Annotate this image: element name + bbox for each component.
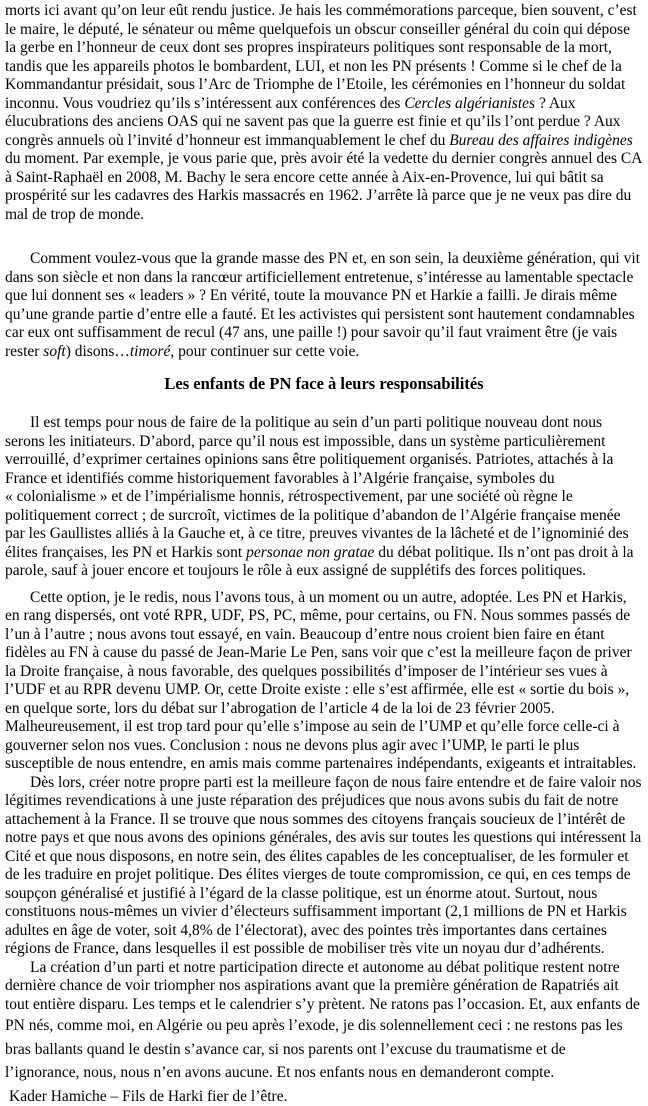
text-segment: La création d’un parti et notre participation directe et autonome au débat politique restent notre dernière chance de voir triompher nos aspirations avant que la première génération de Rapatriés ait tout entière disparu. Les temps et le calendrier s’y prètent. Ne ratons pas l’occasion. Et, aux enfants de [5, 959, 640, 1013]
paragraph-continuation [5, 2, 643, 224]
text-segment: Dès lors, créer notre propre parti est la meilleure façon de nous faire entendre et de faire valoir nos légitimes revendications à une juste réparation des préjudices que nous avons subis du fait de notre attachement à la France. Il se trouve que nous sommes des citoyens français soucieux de l’intérêt de notre pays et que nous avons des opinions générales, des avis sur toutes les questions qui intéressent la Cité et que nous disposons, en notre sein, des élites capables de les conceptualiser, de les formuler et de les traduire en projet politique. Des élites vierges de toute compromission, ce qui, en ces temps de soupçon généralisé et justifié à l’égard de la classe politique, est un énorme atout. Surtout, nous constituons nous-mêmes un vivier d’électeurs suffisamment important (2,1 millions de PN et Harkis adultes en âge de voter, soit 4,8% de l’électorat), avec des pointes très importantes dans certaines régions de France, dans lesquelles il est possible de mobiliser très vite un noyau dur d’adhérents. [5, 774, 642, 958]
text-segment: Comment voulez-vous que la grande masse des PN et, en son sein, la deuxième génération, qui vit dans son siècle et non dans la rancœur artificiellement entretenue, s’intéresse au lamentable spectacle que lui donnent ses « leaders » ? En vérité, toute la mouvance PN et Harkie a failli. Je dirais même qu’une grande partie d’entre elle a fauté. Et les activistes qui persistent sont hautement condamnables car eux ont suffisamment de recul (47 ans, une paille !) pour savoir qu’il faut vraiment être (je vais rester [5, 250, 640, 360]
paragraph-des-lors [5, 774, 643, 959]
document-body [5, 2, 643, 1085]
italic-text-segment: soft [43, 343, 65, 360]
section-heading: Les enfants de PN face à leurs responsabilités [5, 374, 643, 393]
text-segment: PN nés, comme moi, en Algérie ou peu après l’exode, je dis solennellement ceci : ne restons pas les bras ballants quand le destin s’avance car, si nos parents ont l’excuse du traumatisme et de l’ignorance, nous, nous n’en avons aucune. Et nos enfants nous en demanderont compte. [5, 1017, 623, 1081]
text-segment: ) disons… [66, 343, 130, 360]
text-segment: du débat politique. Ils n’ont pas droit à la parole, sauf à jouer encore et toujours le rôle à eux assigné de supplétifs des forces politiques. [5, 544, 634, 580]
italic-text-segment: Bureau des affaires indigènes [449, 132, 633, 149]
text-segment: , pour continuer sur cette voie. [170, 343, 359, 360]
italic-text-segment: timoré [130, 343, 170, 360]
text-segment: Cette option, je le redis, nous l’avons tous, à un moment ou un autre, adoptée. Les PN et Harkis, en rang dispersés, ont voté RPR, UDF, PS, PC, même, pour certains, ou FN. Nous sommes passés de l’un à l’autre ; nous avons tout essayé, en vain. Beaucoup d’entre nous croient bien faire en étant fidèles au FN à cause du passé de Jean-Marie Le Pen, sans voir que c’est la meilleure façon de priver la Droite française, à nous favorable, des quelques possibilités d’imposer de l’intérieur ses vues à l’UDF et au RPR devenu UMP. Or, cette Droite existe : elle s’est affirmée, elle est « sortie du bois », en quelque sorte, lors du débat sur l’abrogation de l’article 4 de la loi de 23 février 2005. Malheureusement, il est trop tard pour qu’elle s’impose au sein de l’UMP et qu’elle force celle-ci à gouverner selon nos vues. Conclusion : nous ne devons plus agir avec l’UMP, le parti le plus susceptible de nous entendre, en amis mais comme partenaires indépendants, exigeants et intraitables. [5, 589, 636, 773]
italic-text-segment: personae non gratae [246, 544, 374, 561]
text-segment: ? Aux élucubrations des anciens OAS qui ne savent pas que la guerre est finie et qu’ils l’ont perdue ? Aux congrès annuels où l’invité d’honneur est immanquablement le chef du [5, 95, 621, 149]
paragraph-il-est-temps [5, 414, 643, 581]
italic-text-segment: Cercles algérianistes [404, 95, 535, 112]
paragraph-la-creation [5, 959, 643, 1085]
text-segment: du moment. Par exemple, je vous parie que, près avoir été la vedette du dernier congrès annuel des CA à Saint-Raphaël en 2008, M. Bachy le sera encore cette année à Aix-en-Provence, lui qui bâtit sa prospérité sur les cadavres des Harkis massacrés en 1962. J’arrête là parce que je ne veux pas dire du mal de trop de monde. [5, 150, 642, 223]
text-segment: morts ici avant qu’on leur eût rendu justice. Je hais les commémorations parceque, bien souvent, c’est le maire, le député, le sénateur ou même quelquefois un obscur conseiller général du coin qui dépose la gerbe en l’honneur de ceux dont ses propres inspirateurs politiques sont responsable de la mort, tandis que les appareils photos le bombardent, LUI, et non les PN présents ! Comme si le chef de la Kommandantur présidait, sous l’Arc de Triomphe de l’Etoile, les cérémonies en l’honneur du soldat inconnu. Vous voudriez qu’ils s’intéressent aux conférences des [5, 2, 637, 112]
text-segment: Il est temps pour nous de faire de la politique au sein d’un parti politique nouveau dont nous serons les initiateurs. D’abord, parce qu’il nous est impossible, dans un système particulièrement verrouillé, d’exprimer certaines opinions sans être politiquement organisés. Patriotes, attachés à la France et identifiés comme historiquement favorables à l’Algérie française, symboles du « colonialisme » et de l’impérialisme honnis, rétrospectivement, par une société où règne le politiquement correct ; de surcroît, victimes de la politique d’abandon de l’Algérie française menée par les Gaullistes alliés à la Gauche et, à ce titre, preuves vivantes de la lâcheté et de l’ignominié des élites françaises, les PN et Harkis sont [5, 414, 629, 561]
paragraph-cette-option [5, 589, 643, 774]
paragraph-comment-voulez-vous [5, 250, 643, 361]
signature-line: Kader Hamiche – Fils de Harki fier de l’être. [5, 1088, 643, 1106]
